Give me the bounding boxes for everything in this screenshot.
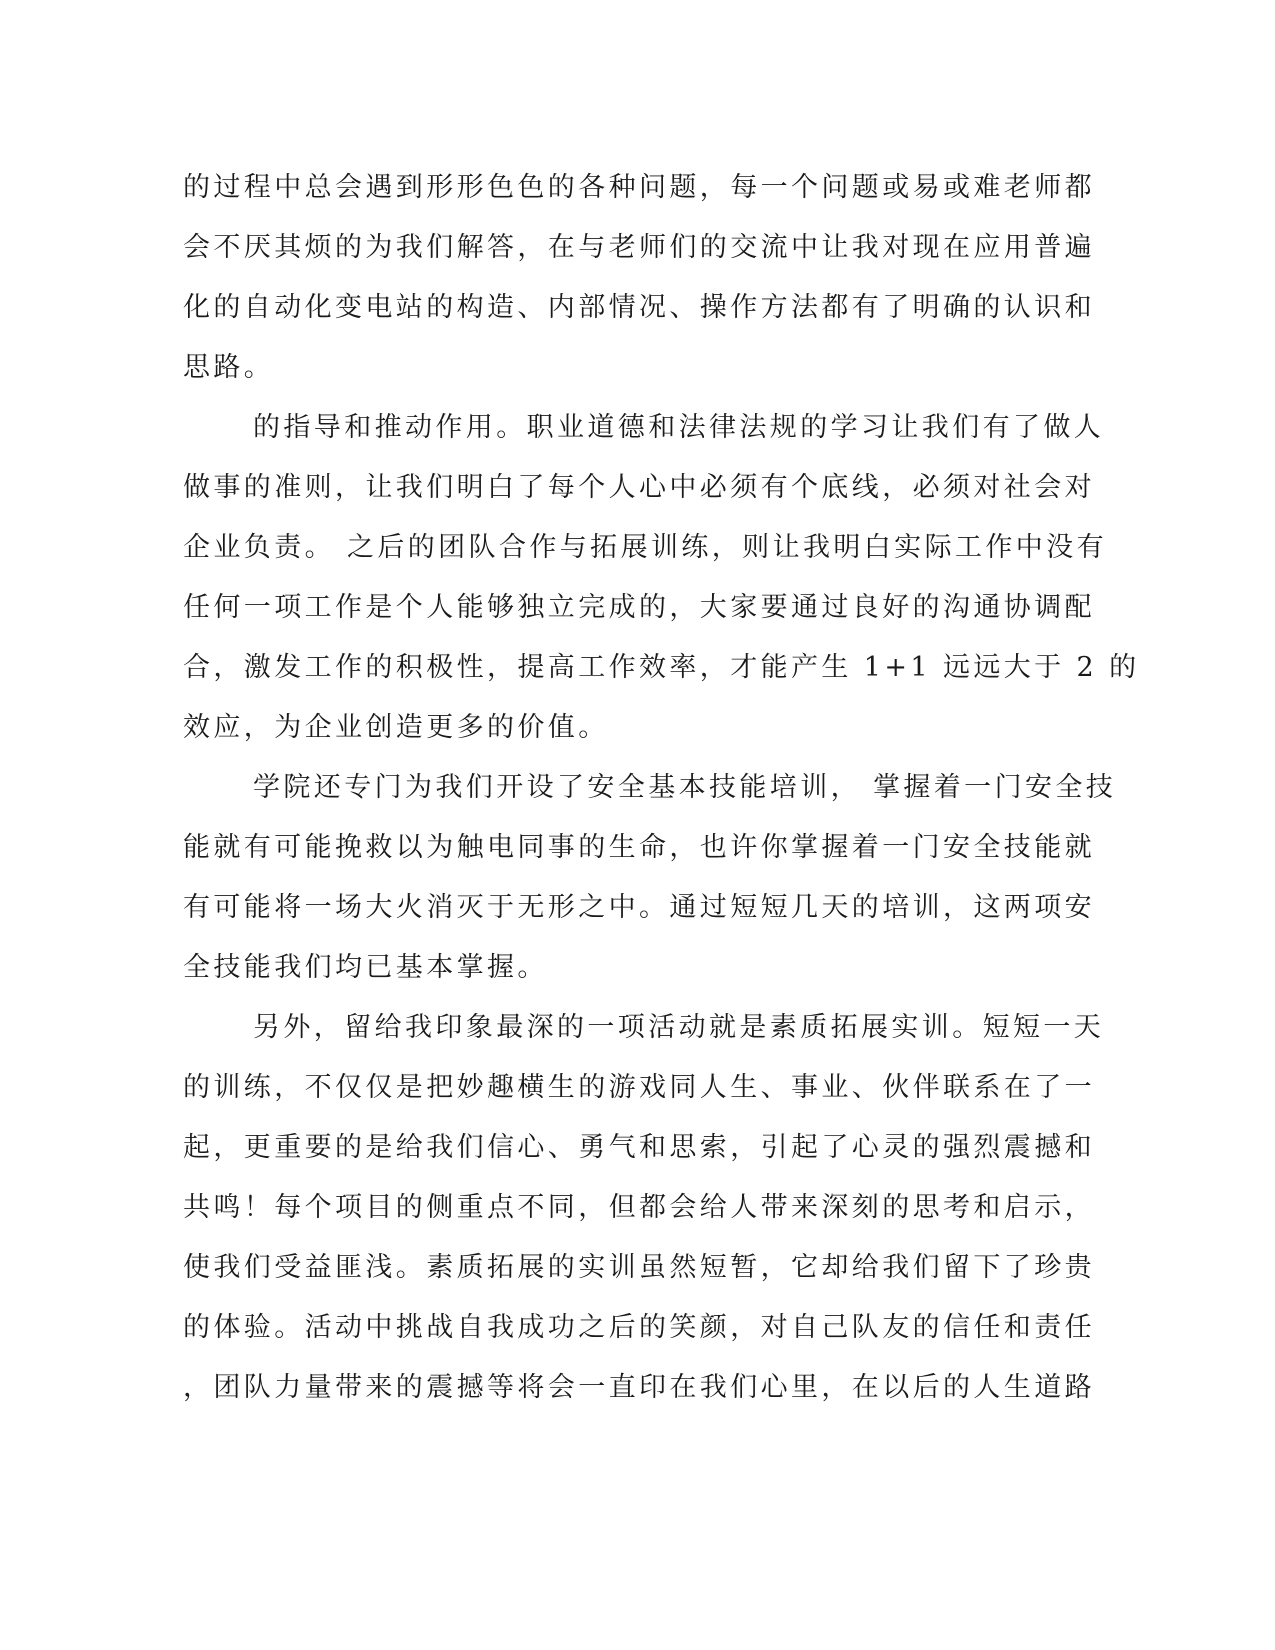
- text-line: 思路。: [183, 352, 275, 383]
- text-line: 学院还专门为我们开设了安全基本技能培训， 掌握着一门安全技: [253, 772, 1117, 803]
- paragraph-2: [183, 398, 1140, 758]
- text-line: 的过程中总会遇到形形色色的各种问题，每一个问题或易或难老师都: [183, 172, 1095, 203]
- text-line: 的训练，不仅仅是把妙趣横生的游戏同人生、事业、伙伴联系在了一: [183, 1072, 1095, 1103]
- text-line: 会不厌其烦的为我们解答，在与老师们的交流中让我对现在应用普遍: [183, 232, 1095, 263]
- text-line: 效应，为企业创造更多的价值。: [183, 712, 609, 743]
- text-line: 使我们受益匪浅。素质拓展的实训虽然短暂，它却给我们留下了珍贵: [183, 1252, 1095, 1283]
- paragraph-4: [183, 998, 1105, 1418]
- document-body: [183, 158, 1140, 1418]
- text-line: 任何一项工作是个人能够独立完成的，大家要通过良好的沟通协调配: [183, 592, 1095, 623]
- text-line: 企业负责。 之后的团队合作与拓展训练，则让我明白实际工作中没有: [183, 532, 1107, 563]
- text-line: 能就有可能挽救以为触电同事的生命，也许你掌握着一门安全技能就: [183, 832, 1095, 863]
- paragraph-1: [183, 158, 1095, 398]
- text-line: 全技能我们均已基本掌握。: [183, 952, 548, 983]
- text-line: 合，激发工作的积极性，提高工作效率，才能产生 1+1 远远大于 2 的: [183, 652, 1140, 683]
- text-line: 另外，留给我印象最深的一项活动就是素质拓展实训。短短一天: [253, 1012, 1105, 1043]
- text-line: 有可能将一场大火消灭于无形之中。通过短短几天的培训，这两项安: [183, 892, 1095, 923]
- text-line: 共鸣！每个项目的侧重点不同，但都会给人带来深刻的思考和启示，: [183, 1192, 1095, 1223]
- text-line: 化的自动化变电站的构造、内部情况、操作方法都有了明确的认识和: [183, 292, 1095, 323]
- text-line: ，团队力量带来的震撼等将会一直印在我们心里，在以后的人生道路: [183, 1372, 1095, 1403]
- text-line: 起，更重要的是给我们信心、勇气和思索，引起了心灵的强烈震撼和: [183, 1132, 1095, 1163]
- text-line: 的指导和推动作用。职业道德和法律法规的学习让我们有了做人: [253, 412, 1105, 443]
- text-line: 的体验。活动中挑战自我成功之后的笑颜，对自己队友的信任和责任: [183, 1312, 1095, 1343]
- paragraph-3: [183, 758, 1117, 998]
- text-line: 做事的准则，让我们明白了每个人心中必须有个底线，必须对社会对: [183, 472, 1095, 503]
